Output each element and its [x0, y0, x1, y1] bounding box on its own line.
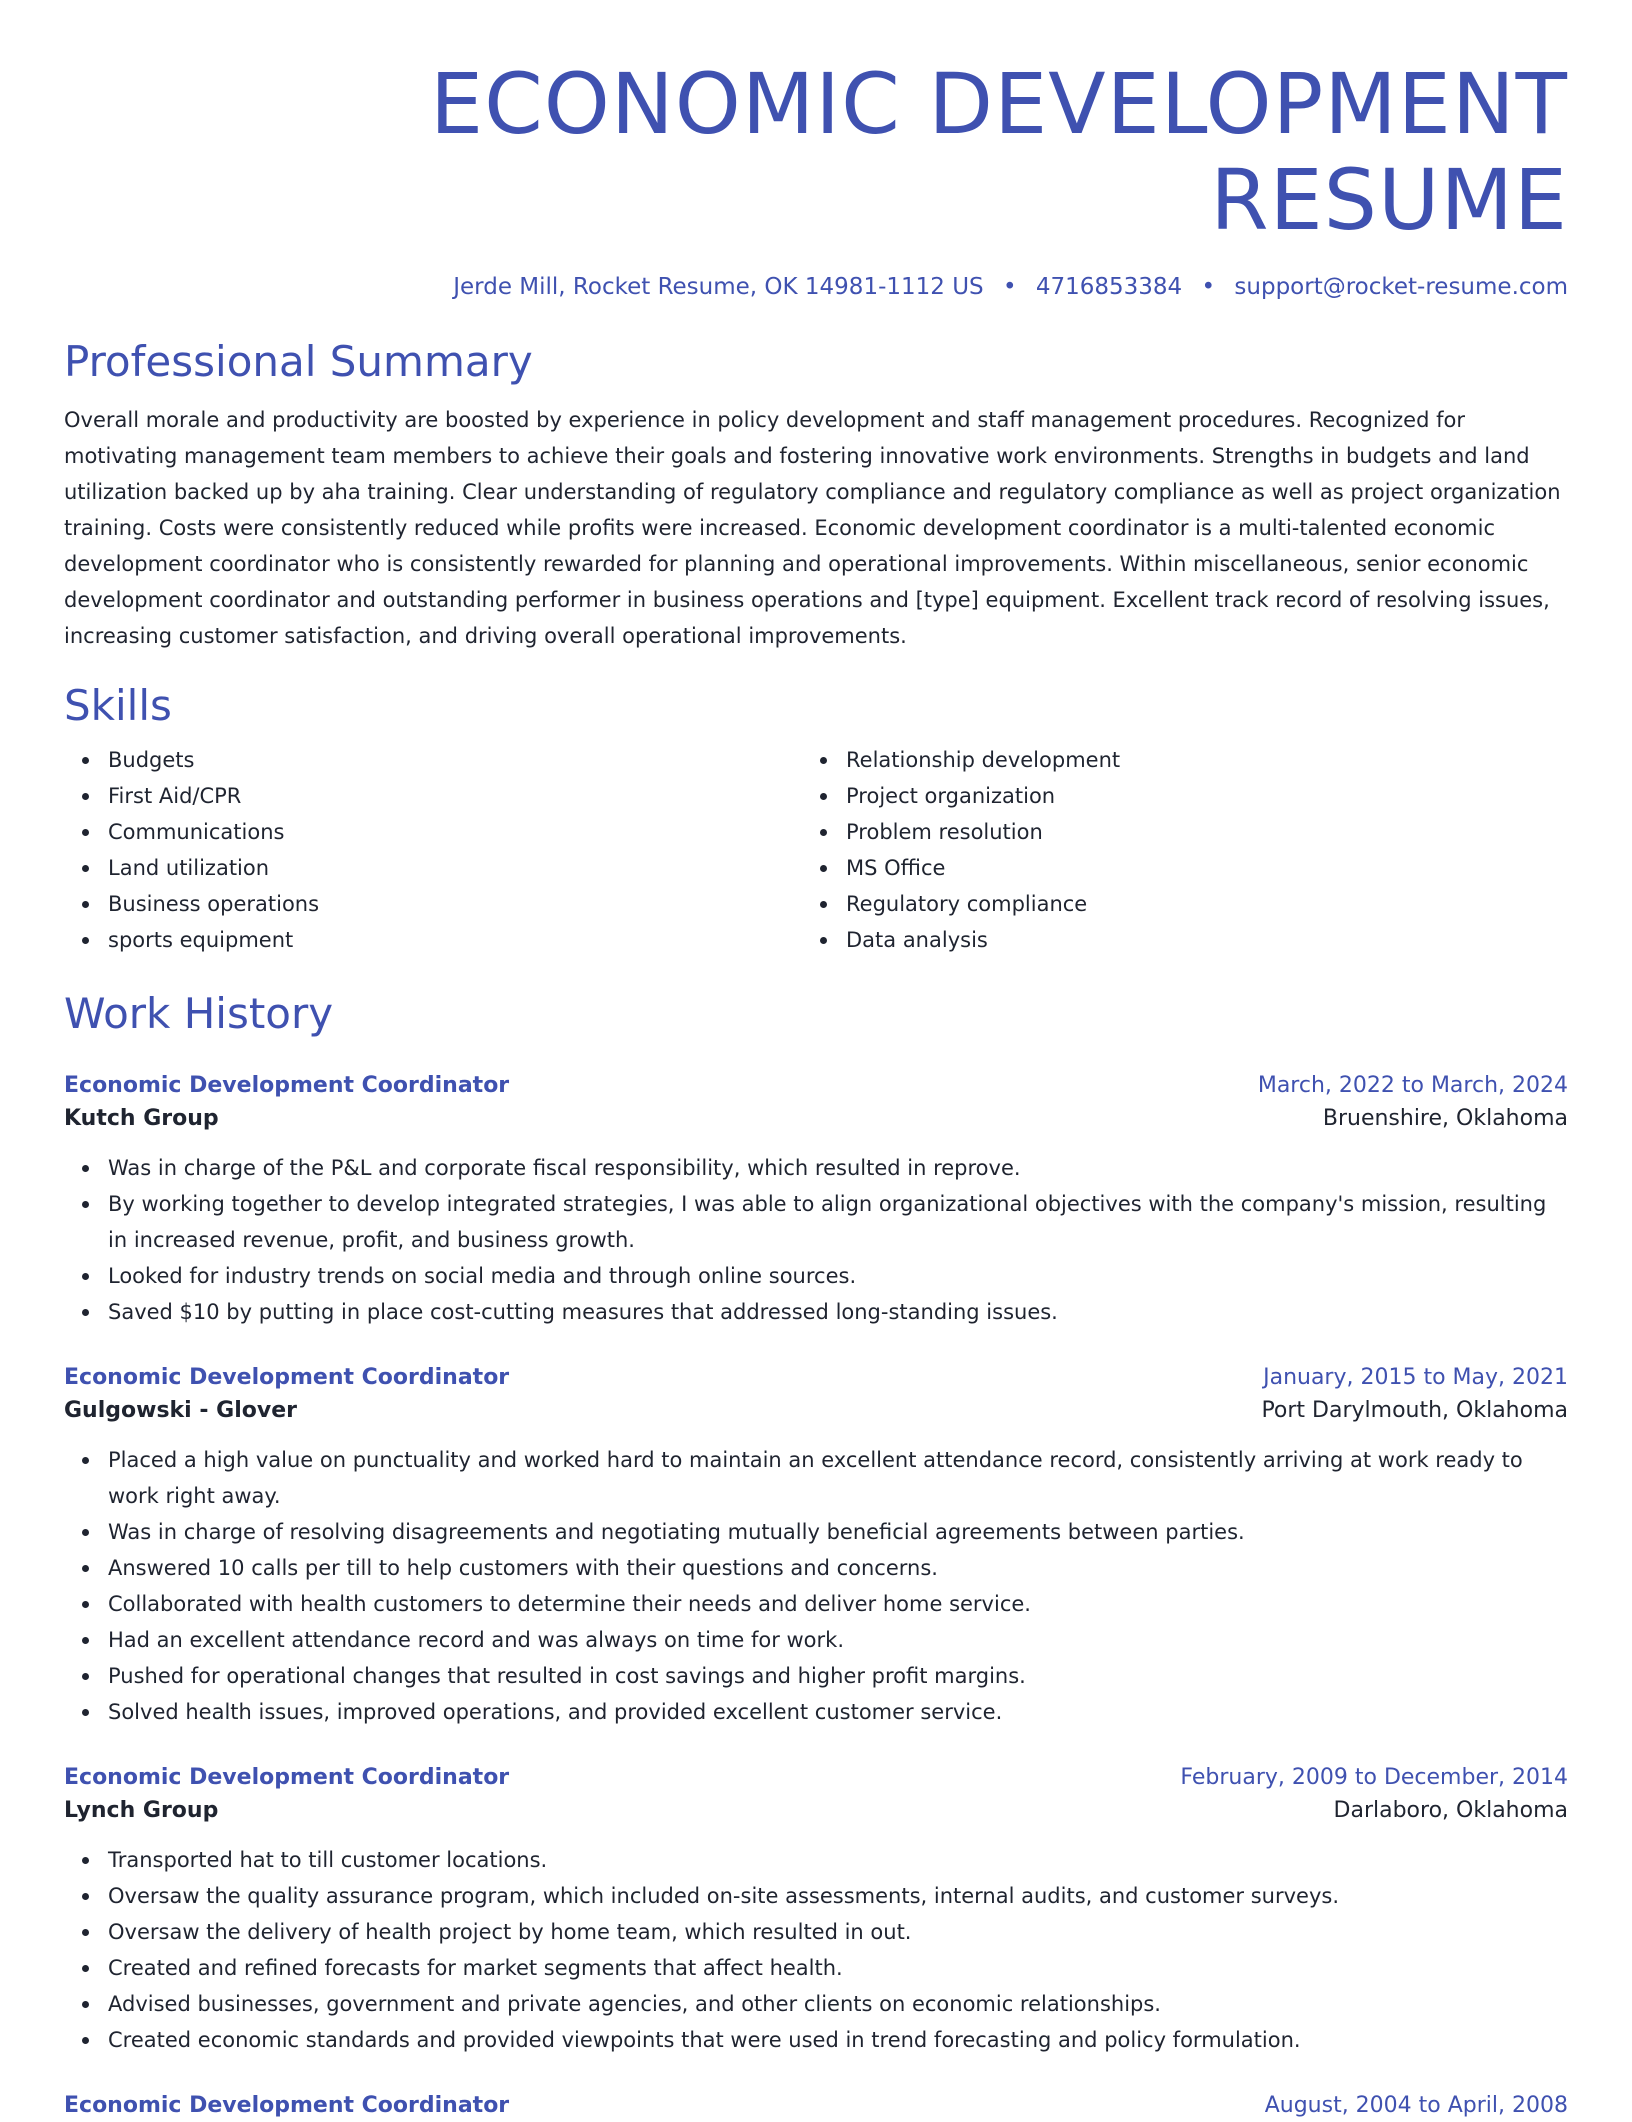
job-bullet: Oversaw the delivery of health project by home team, which resulted in out. — [108, 1914, 1568, 1950]
resume-title: ECONOMIC DEVELOPMENT RESUME — [430, 55, 1568, 249]
skill-item: Relationship development — [846, 742, 1568, 778]
job-bullet: Was in charge of the P&L and corporate fiscal responsibility, which resulted in reprove. — [108, 1150, 1568, 1186]
job-bullet: Advised businesses, government and private agencies, and other clients on economic relationships. — [108, 1986, 1568, 2022]
skill-item: Data analysis — [846, 922, 1568, 958]
job-bullets — [64, 1150, 1568, 1330]
skill-item: Communications — [108, 814, 816, 850]
contact-address: Jerde Mill, Rocket Resume, OK 14981-1112 US — [453, 274, 984, 300]
job-bullet: Had an excellent attendance record and was always on time for work. — [108, 1622, 1568, 1658]
skills-column-right — [816, 742, 1568, 958]
job-bullet: Pushed for operational changes that resulted in cost savings and higher profit margins. — [108, 1658, 1568, 1694]
job-entry — [64, 1762, 1568, 2058]
job-company: Lynch Group — [64, 1798, 219, 1823]
contact-separator: • — [1002, 274, 1017, 300]
job-bullets — [64, 1842, 1568, 2058]
skill-item: Problem resolution — [846, 814, 1568, 850]
job-bullet: Saved $10 by putting in place cost-cutting measures that addressed long-standing issues. — [108, 1294, 1568, 1330]
job-entry — [64, 1070, 1568, 1330]
job-bullet: Collaborated with health customers to determine their needs and deliver home service. — [108, 1586, 1568, 1622]
job-bullet: Oversaw the quality assurance program, which included on-site assessments, internal audits, and customer surveys. — [108, 1878, 1568, 1914]
work-history-heading: Work History — [64, 989, 334, 1038]
job-dates: August, 2004 to April, 2008 — [1264, 2093, 1568, 2118]
job-bullet: Placed a high value on punctuality and worked hard to maintain an excellent attendance record, consistently arriving at work ready to work right away. — [108, 1442, 1568, 1514]
job-header-row — [64, 1362, 1568, 1394]
summary-text: Overall morale and productivity are boosted by experience in policy development and staff management procedures. Recognized for motivating management team members to achieve their goals and fostering innovative work environments. Strengths in budgets and land utilization backed up by aha training. Clear understanding of regulatory compliance and regulatory compliance as well as project organization training. Costs were consistently reduced while profits were increased. Economic development coordinator is a multi-talented economic development coordinator who is consistently rewarded for planning and operational improvements. Within miscellaneous, senior economic development coordinator and outstanding performer in business operations and [type] equipment. Excellent track record of resolving issues, increasing customer satisfaction, and driving overall operational improvements. — [64, 408, 1561, 648]
skill-item: MS Office — [846, 850, 1568, 886]
skill-item: Business operations — [108, 886, 816, 922]
job-bullets — [64, 1442, 1568, 1730]
job-title: Economic Development Coordinator — [64, 2093, 510, 2118]
job-company: Gulgowski - Glover — [64, 1398, 297, 1423]
job-dates: January, 2015 to May, 2021 — [1263, 1365, 1568, 1390]
contact-line — [64, 272, 1568, 302]
contact-phone: 4716853384 — [1035, 274, 1183, 300]
job-company: Kutch Group — [64, 1106, 219, 1131]
skill-item: Land utilization — [108, 850, 816, 886]
job-header-row — [64, 2090, 1568, 2122]
job-company-row — [64, 1102, 1568, 1136]
skill-item: First Aid/CPR — [108, 778, 816, 814]
job-bullet: Solved health issues, improved operations, and provided excellent customer service. — [108, 1694, 1568, 1730]
contact-separator: • — [1201, 274, 1216, 300]
job-title: Economic Development Coordinator — [64, 1765, 510, 1790]
skill-item: Regulatory compliance — [846, 886, 1568, 922]
job-title: Economic Development Coordinator — [64, 1073, 510, 1098]
job-entry — [64, 1362, 1568, 1730]
job-dates: March, 2022 to March, 2024 — [1257, 1073, 1568, 1098]
job-location: Port Darylmouth, Oklahoma — [1261, 1398, 1568, 1423]
job-dates: February, 2009 to December, 2014 — [1180, 1765, 1568, 1790]
job-bullet: Looked for industry trends on social media and through online sources. — [108, 1258, 1568, 1294]
job-bullet: Transported hat to till customer locations. — [108, 1842, 1568, 1878]
job-location: Darlaboro, Oklahoma — [1333, 1798, 1568, 1823]
contact-email: support@rocket-resume.com — [1234, 274, 1568, 300]
job-header-row — [64, 1070, 1568, 1102]
job-entry — [64, 2090, 1568, 2122]
job-company-row — [64, 1394, 1568, 1428]
skill-item: sports equipment — [108, 922, 816, 958]
skill-item: Budgets — [108, 742, 816, 778]
job-company-row — [64, 1794, 1568, 1828]
job-header-row — [64, 1762, 1568, 1794]
job-bullet: Was in charge of resolving disagreements and negotiating mutually beneficial agreements between parties. — [108, 1514, 1568, 1550]
job-location: Bruenshire, Oklahoma — [1322, 1106, 1568, 1131]
skills-list — [64, 742, 1568, 958]
job-bullet: By working together to develop integrated strategies, I was able to align organizational objectives with the company's mission, resulting in increased revenue, profit, and business growth. — [108, 1186, 1568, 1258]
job-title: Economic Development Coordinator — [64, 1365, 510, 1390]
skills-column-left — [64, 742, 816, 958]
summary-heading: Professional Summary — [64, 337, 533, 386]
job-bullet: Created and refined forecasts for market segments that affect health. — [108, 1950, 1568, 1986]
job-bullet: Created economic standards and provided viewpoints that were used in trend forecasting and policy formulation. — [108, 2022, 1568, 2058]
job-bullet: Answered 10 calls per till to help customers with their questions and concerns. — [108, 1550, 1568, 1586]
skill-item: Project organization — [846, 778, 1568, 814]
skills-heading: Skills — [64, 681, 172, 730]
